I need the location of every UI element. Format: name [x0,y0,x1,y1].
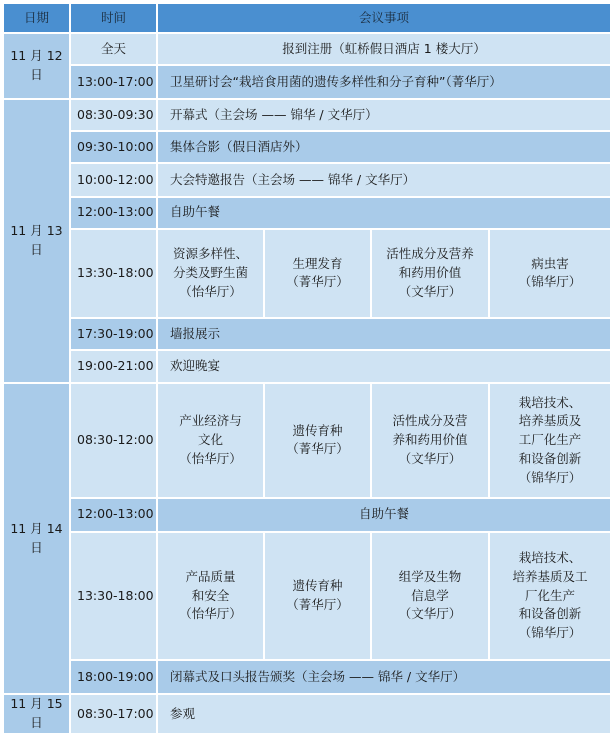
session-line: 组学及生物 [398,568,462,584]
session-cell [371,532,489,660]
session-cell [489,383,611,497]
header-date: 日期 [3,3,70,33]
session-cell [157,383,264,497]
header-row [3,3,611,33]
time-cell: 12:00-13:00 [70,197,157,229]
table-row [3,65,611,99]
session-line: （文华厅） [398,450,462,466]
time-cell: 13:30-18:00 [70,229,157,318]
session-line: 遗传育种 [292,578,343,594]
session-line: （锦华厅） [518,625,582,641]
time-cell: 19:00-21:00 [70,350,157,383]
session-line: 资源多样性、 [172,246,248,262]
date-cell: 11 月 15 日 [3,694,70,734]
session-cell [157,532,264,660]
date-cell: 11 月 13 日 [3,99,70,383]
header-agenda: 会议事项 [157,3,611,33]
agenda-cell: 开幕式（主会场 —— 锦华 / 文华厅） [157,99,611,131]
date-cell: 11 月 14 日 [3,383,70,694]
session-line: 信息学 [411,587,449,603]
session-line: （怡华厅） [179,450,242,466]
table-row [3,498,611,532]
session-line: 培养基质及 [518,413,582,429]
session-cell [489,229,611,318]
agenda-cell: 欢迎晚宴 [157,350,611,383]
table-row [3,131,611,163]
session-line: 和安全 [191,587,230,603]
session-line: 病虫害 [531,255,569,271]
time-cell: 全天 [70,33,157,65]
session-line: （怡华厅） [179,283,242,299]
date-cell: 11 月 12 日 [3,33,70,99]
table-row [3,532,611,660]
session-line: （锦华厅） [518,469,582,485]
session-line: 活性成分及营养 [386,246,474,262]
agenda-cell: 自助午餐 [157,498,611,532]
time-cell: 09:30-10:00 [70,131,157,163]
table-row [3,694,611,734]
session-line: 厂化生产 [525,587,576,603]
agenda-cell: 自助午餐 [157,197,611,229]
time-cell: 17:30-19:00 [70,318,157,350]
session-line: 养和药用价值 [392,432,468,448]
table-row [3,99,611,131]
table-row [3,383,611,497]
session-cell [157,229,264,318]
session-line: 产品质量 [185,568,236,584]
agenda-cell: 大会特邀报告（主会场 —— 锦华 / 文华厅） [157,163,611,196]
time-cell: 10:00-12:00 [70,163,157,196]
session-line: 分类及野生菌 [172,264,248,280]
session-line: 栽培技术、 [518,550,582,566]
session-cell [489,532,611,660]
table-row [3,197,611,229]
table-row [3,318,611,350]
session-line: 培养基质及工 [512,568,588,584]
session-line: 产业经济与 [179,413,242,429]
header-time: 时间 [70,3,157,33]
session-line: 和设备创新 [518,606,582,622]
time-cell: 12:00-13:00 [70,498,157,532]
table-row [3,229,611,318]
time-cell: 08:30-12:00 [70,383,157,497]
table-row [3,350,611,383]
session-line: （菁华厅） [286,596,349,612]
session-line: （怡华厅） [179,606,242,622]
time-cell: 18:00-19:00 [70,660,157,694]
session-line: 生理发育 [292,255,343,271]
session-line: （文华厅） [398,283,462,299]
session-line: 和药用价值 [398,264,462,280]
time-cell: 13:30-18:00 [70,532,157,660]
session-line: （文华厅） [398,606,462,622]
session-line: 栽培技术、 [518,394,582,410]
schedule-table [2,2,612,735]
session-cell [264,229,371,318]
agenda-cell: 卫星研讨会“栽培食用菌的遗传多样性和分子育种”（菁华厅） [157,65,611,99]
table-row [3,33,611,65]
session-cell [371,229,489,318]
table-row [3,163,611,196]
time-cell: 13:00-17:00 [70,65,157,99]
time-cell: 08:30-17:00 [70,694,157,734]
session-line: 工厂化生产 [518,432,582,448]
session-line: （菁华厅） [286,274,349,290]
session-line: 文化 [197,432,223,448]
session-cell [264,383,371,497]
session-line: （菁华厅） [286,441,349,457]
agenda-cell: 墙报展示 [157,318,611,350]
table-row [3,660,611,694]
agenda-cell: 闭幕式及口头报告颁奖（主会场 —— 锦华 / 文华厅） [157,660,611,694]
session-line: 活性成分及营 [392,413,468,429]
agenda-cell: 集体合影（假日酒店外） [157,131,611,163]
agenda-cell: 报到注册（虹桥假日酒店 1 楼大厅） [157,33,611,65]
session-line: 遗传育种 [292,422,343,438]
time-cell: 08:30-09:30 [70,99,157,131]
session-cell [371,383,489,497]
agenda-cell: 参观 [157,694,611,734]
session-line: （锦华厅） [518,274,582,290]
session-cell [264,532,371,660]
session-line: 和设备创新 [518,450,582,466]
